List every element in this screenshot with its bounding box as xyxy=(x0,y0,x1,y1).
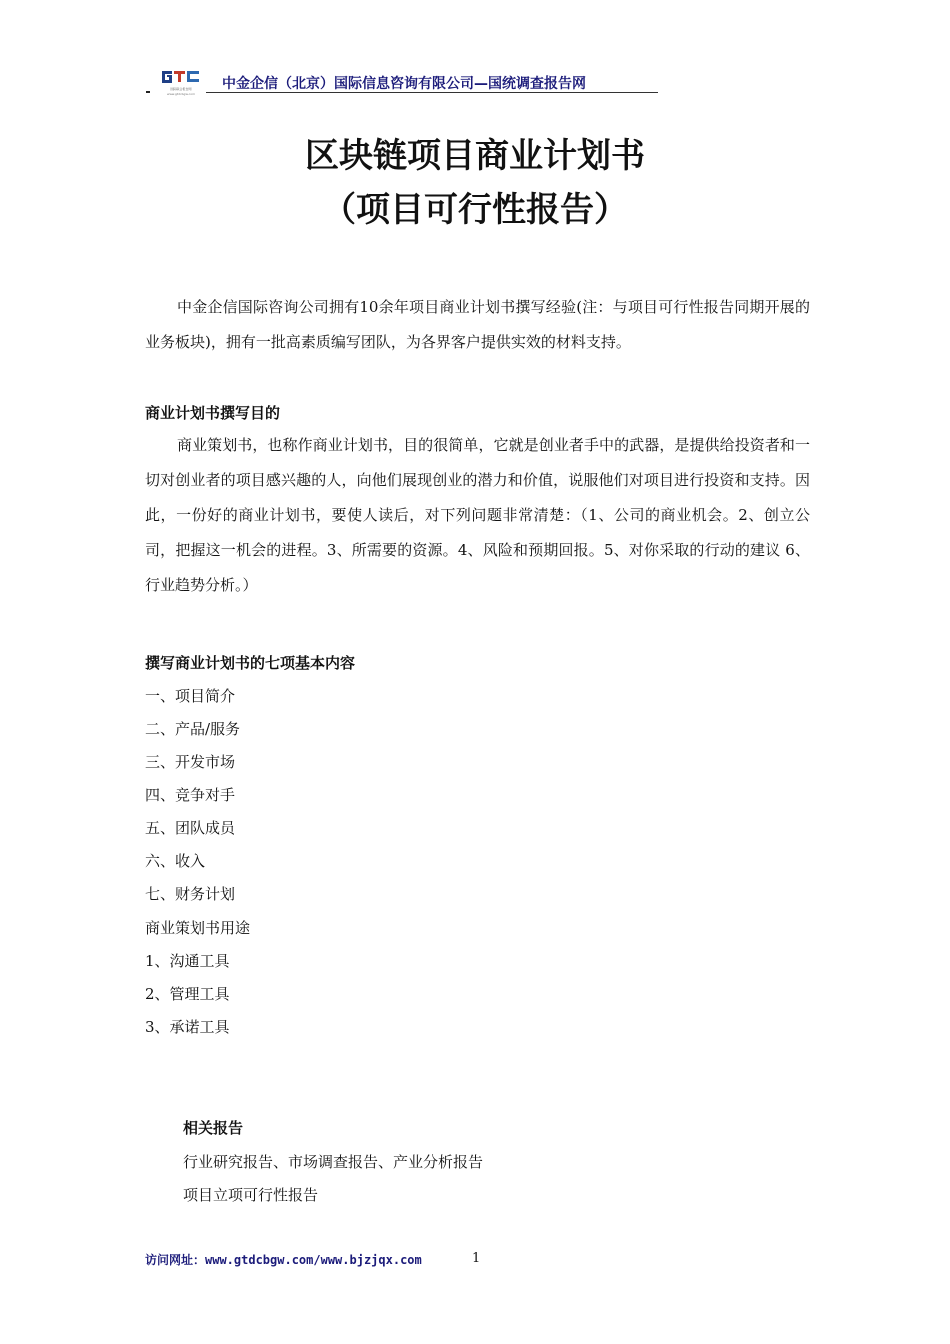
list-item: 二、产品/服务 xyxy=(145,720,241,738)
svg-text:国际联合报告网: 国际联合报告网 xyxy=(170,87,192,91)
list-item: 五、团队成员 xyxy=(145,819,236,837)
contents-heading: 撰写商业计划书的七项基本内容 xyxy=(145,654,356,672)
list-item: 三、开发市场 xyxy=(145,753,236,771)
header-underline xyxy=(206,92,658,93)
usage-item: 1、沟通工具 xyxy=(145,952,230,970)
purpose-heading: 商业计划书撰写目的 xyxy=(145,404,281,422)
usage-item: 2、管理工具 xyxy=(145,985,230,1003)
header-tick xyxy=(146,91,150,93)
company-logo xyxy=(158,67,204,97)
related-item: 项目立项可行性报告 xyxy=(183,1186,319,1204)
related-heading: 相关报告 xyxy=(183,1119,244,1137)
intro-paragraph: 中金企信国际咨询公司拥有10余年项目商业计划书撰写经验(注：与项目可行性报告同期开展的业务板块)，拥有一批高素质编写团队，为各界客户提供实效的材料支持。 xyxy=(145,298,810,351)
list-item: 一、项目简介 xyxy=(145,687,236,705)
list-item: 七、财务计划 xyxy=(145,885,236,903)
doc-subtitle: （项目可行性报告） xyxy=(322,190,628,230)
logo-icon xyxy=(158,67,204,97)
related-item: 行业研究报告、市场调查报告、产业分析报告 xyxy=(183,1153,484,1171)
list-item: 六、收入 xyxy=(145,852,206,870)
usage-item: 3、承诺工具 xyxy=(145,1018,230,1036)
footer-visit-url[interactable]: 访问网址：www.gtdcbgw.com/www.bjzjqx.com xyxy=(145,1253,422,1267)
usage-heading: 商业策划书用途 xyxy=(145,919,251,937)
purpose-paragraph: 商业策划书，也称作商业计划书，目的很简单，它就是创业者手中的武器，是提供给投资者和一切对创业者的项目感兴趣的人，向他们展现创业的潜力和价值，说服他们对项目进行投资和支持。因此，一份好的商业计划书，要使人读后，对下列问题非常清楚：（1、公司的商业机会。2、创立公司，把握这一机会的进程。3、所需要的资源。4、风险和预期回报。5、对你采取的行动的建议 6、行业趋势分析。） xyxy=(145,436,810,594)
page-number: 1 xyxy=(472,1251,481,1266)
doc-title: 区块链项目商业计划书 xyxy=(305,136,645,176)
header-company: 中金企信（北京）国际信息咨询有限公司—国统调查报告网 xyxy=(222,76,586,92)
list-item: 四、竞争对手 xyxy=(145,786,236,804)
svg-text:www.gtdcbgw.com: www.gtdcbgw.com xyxy=(166,92,196,96)
